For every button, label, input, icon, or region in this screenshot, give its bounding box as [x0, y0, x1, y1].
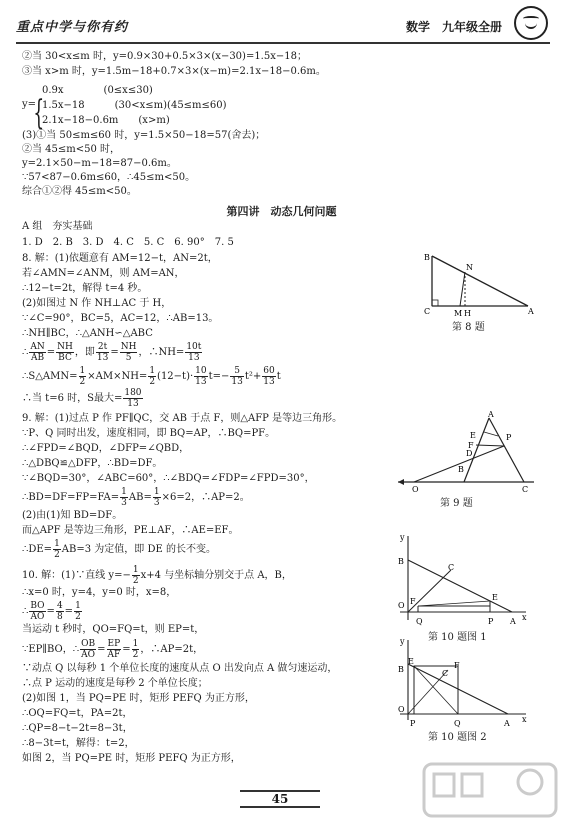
svg-text:C: C — [424, 307, 431, 316]
svg-text:C: C — [442, 669, 449, 678]
figure-10-1-diagram — [396, 532, 531, 628]
text-line: 综合①②得 45≤m<50。 — [22, 186, 137, 197]
q10-line: ∴点 P 运动的速度是每秒 2 个单位长度； — [22, 678, 208, 689]
svg-text:E: E — [492, 593, 498, 602]
svg-text:O: O — [398, 601, 405, 610]
text-line: y=2.1×50−m−18=87−0.6m。 — [22, 158, 177, 169]
svg-text:Q: Q — [412, 485, 419, 492]
q10-line: 10. 解：(1)∵直线 y=− $\frac{1}{2}$ x+4 与坐标轴分别交于点 A，B， — [22, 565, 292, 586]
q8-line: ∵∠C=90°，BC=5，AC=12，∴AB=13。 — [22, 313, 219, 324]
q10-line: ∴QP=8−t−2t=8−3t， — [22, 723, 133, 734]
svg-text:B: B — [398, 665, 404, 674]
q9-line: ∵∠BQD=30°，∠ABC=60°，∴∠BDQ=∠FDP=∠FPD=30°， — [22, 473, 315, 484]
figure-10-1-caption: 第 10 题图 1 — [428, 632, 487, 643]
q10-line: ∴8−3t=t，解得：t=2， — [22, 738, 135, 749]
group-label: A 组 夯实基础 — [22, 221, 93, 232]
subject-label: 数学 九年级全册 — [405, 20, 502, 34]
q9-bd-line: ∴BD=DF=FP=FA= $\frac{1}{3}$ AB= $\frac{1}{3}$ ×6=2，∴AP=2。 — [22, 487, 250, 508]
svg-text:B: B — [458, 465, 464, 474]
piecewise-lhs: y= — [22, 99, 37, 110]
svg-text:y: y — [400, 533, 405, 542]
text-line: ②当 30<x≤m 时，y=0.9×30+0.5×3×(x−30)=1.5x−18； — [22, 51, 307, 62]
section-title: 第四讲 动态几何问题 — [226, 205, 337, 218]
q10-line: ∵动点 Q 以每秒 1 个单位长度的速度从点 O 出发向点 A 做匀速运动， — [22, 663, 338, 674]
svg-text:E: E — [408, 657, 414, 666]
svg-text:P: P — [410, 719, 416, 728]
svg-text:A: A — [488, 410, 494, 419]
piecewise-row: 1.5x−18 (30<x≤m)(45≤m≤60) — [42, 100, 227, 111]
figure-8-caption: 第 8 题 — [452, 322, 485, 333]
svg-text:F: F — [454, 661, 460, 670]
page-header — [16, 4, 550, 44]
svg-text:Q: Q — [454, 719, 461, 728]
q8-line: ∴12−t=2t，解得 t=4 秒。 — [22, 283, 148, 294]
svg-text:A: A — [504, 719, 510, 728]
q8-line: 8. 解：(1)依题意有 AM=12−t，AN=2t， — [22, 253, 218, 264]
q9-line: 而△APF 是等边三角形，PE⊥AF，∴AE=EF。 — [22, 525, 239, 536]
svg-text:C: C — [448, 563, 455, 572]
figure-10-2-caption: 第 10 题图 2 — [428, 732, 487, 743]
brace-icon: { — [33, 93, 45, 133]
svg-text:Q: Q — [416, 617, 423, 626]
q9-line: ∵P、Q 同时出发，速度相同，即 BQ=AP，∴BQ=PF。 — [22, 428, 276, 439]
q8-line: 若∠AMN=∠ANM，则 AM=AN， — [22, 268, 185, 279]
svg-text:P: P — [506, 433, 512, 442]
q10-ratio-line: ∴ $\frac{BO}{AO}$ = $\frac{4}{8}$ = $\frac{1}{2}$ — [22, 601, 81, 622]
smiley-logo-icon — [514, 6, 548, 40]
figure-8-diagram — [418, 250, 538, 320]
svg-text:B: B — [398, 557, 404, 566]
q10-ratio-line-2: ∵EP∥BO，∴ $\frac{OB}{AO}$ = $\frac{EP}{AF}$ = $\frac{1}{2}$ ，∴AP=2t， — [22, 639, 204, 660]
q8-ratio-line: ∴ $\frac{AN}{AB}$ = $\frac{NH}{BC}$ ，即 $\frac{2t}{13}$ = $\frac{NH}{5}$ ，∴NH= $\frac{10t}{13}$ — [22, 342, 202, 363]
svg-text:E: E — [470, 431, 476, 440]
figure-9-caption: 第 9 题 — [440, 498, 473, 509]
answers-line: 1. D 2. B 3. D 4. C 5. C 6. 90° 7. 5 — [22, 237, 234, 248]
q9-line: 9. 解：(1)过点 P 作 PF∥QC，交 AB 于点 F，则△AFP 是等边三角形。 — [22, 413, 343, 424]
q8-max-line: ∴当 t=6 时，S最大= $\frac{180}{13}$ — [22, 388, 142, 409]
svg-text:A: A — [528, 307, 534, 316]
svg-text:P: P — [488, 617, 494, 626]
svg-text:A: A — [510, 617, 516, 626]
svg-text:y: y — [400, 637, 405, 646]
svg-text:x: x — [522, 715, 527, 724]
q10-line: ∴x=0 时，y=4，y=0 时，x=8， — [22, 587, 177, 598]
svg-text:N: N — [466, 263, 473, 272]
brand-title: 重点中学与你有约 — [16, 20, 129, 35]
svg-text:F: F — [468, 441, 474, 450]
svg-text:H: H — [464, 309, 471, 318]
watermark-logo-icon — [420, 760, 560, 820]
figure-10-2-diagram — [396, 636, 531, 728]
text-line: ∵57<87−0.6m≤60，∴45≤m<50。 — [22, 172, 196, 183]
q8-area-line: ∴S△AMN= $\frac{1}{2}$ ×AM×NH= $\frac{1}{2}$ (12−t)· $\frac{10}{13}$ t=− $\frac{5}{13}$ t²+ $\frac{60}{13}$ t — [22, 366, 281, 387]
q10-line: ∴OQ=FQ=t，PA=2t， — [22, 708, 133, 719]
q9-de-line: ∴DE= $\frac{1}{2}$ AB=3 为定值，即 DE 的长不变。 — [22, 539, 216, 560]
text-line: ②当 45≤m<50 时， — [22, 144, 121, 155]
svg-text:M: M — [454, 309, 463, 318]
svg-text:x: x — [522, 613, 527, 622]
q9-line: ∴△DBQ≌△DFP，∴BD=DF。 — [22, 458, 163, 469]
svg-text:C: C — [522, 485, 529, 492]
svg-text:F: F — [410, 597, 416, 606]
piecewise-row: 2.1x−18−0.6m (x>m) — [42, 115, 170, 126]
text-line: (3)①当 50≤m≤60 时，y=1.5×50−18=57(舍去)； — [22, 130, 266, 141]
svg-text:D: D — [466, 449, 473, 458]
q10-line: 如图 2，当 PQ=PE 时，矩形 PEFQ 为正方形， — [22, 753, 241, 764]
page-number: 45 — [240, 790, 320, 808]
q8-line: (2)如图过 N 作 NH⊥AC 于 H， — [22, 298, 172, 309]
svg-text:B: B — [424, 253, 430, 262]
q9-line: ∴∠FPD=∠BQD，∠DFP=∠QBD， — [22, 443, 190, 454]
figure-9-diagram — [394, 410, 539, 492]
text-line: ③当 x>m 时，y=1.5m−18+0.7×3×(x−m)=2.1x−18−0.6m。 — [22, 66, 326, 77]
svg-text:O: O — [398, 705, 405, 714]
q9-line: (2)由(1)知 BD=DF。 — [22, 510, 123, 521]
q10-line: (2)如图 1，当 PQ=PE 时，矩形 PEFQ 为正方形， — [22, 693, 255, 704]
q10-line: 当运动 t 秒时，QO=FQ=t，则 EP=t， — [22, 624, 205, 635]
piecewise-row: 0.9x (0≤x≤30) — [42, 85, 153, 96]
q8-line: ∴NH∥BC，∴△ANH∽△ABC — [22, 328, 153, 339]
